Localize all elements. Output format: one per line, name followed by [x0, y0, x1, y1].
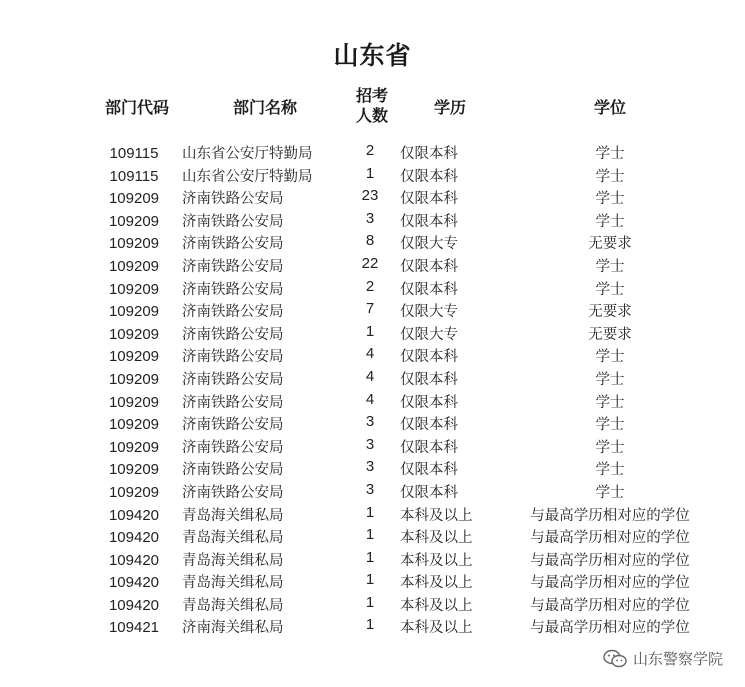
cell-code: 109115	[109, 167, 159, 185]
cell-education: 仅限本科	[400, 439, 458, 456]
cell-count: 22	[361, 254, 379, 272]
cell-code: 109209	[108, 257, 160, 275]
cell-count: 8	[365, 232, 375, 250]
cell-degree: 与最高学历相对应的学位	[530, 575, 690, 592]
watermark	[603, 648, 723, 669]
cell-name: 济南铁路公安局	[182, 417, 284, 434]
cell-name: 济南铁路公安局	[182, 462, 284, 479]
column-header-name: 部门名称	[232, 98, 297, 117]
page-title: 山东省	[333, 41, 412, 70]
column-header-count-line2: 人数	[355, 106, 388, 125]
cell-name: 青岛海关缉私局	[182, 597, 284, 614]
cell-degree: 学士	[595, 213, 625, 230]
cell-count: 3	[365, 413, 375, 431]
cell-name: 青岛海关缉私局	[182, 507, 284, 524]
cell-degree: 学士	[595, 168, 625, 185]
cell-code: 109209	[108, 416, 160, 434]
cell-count: 2	[365, 142, 375, 159]
watermark-text: 山东警察学院	[632, 650, 723, 668]
cell-code: 109209	[108, 235, 160, 253]
cell-code: 109420	[108, 529, 160, 547]
cell-count: 1	[365, 548, 375, 566]
cell-degree: 与最高学历相对应的学位	[530, 620, 690, 637]
cell-education: 本科及以上	[400, 507, 473, 524]
cell-name: 山东省公安厅特勤局	[182, 168, 313, 185]
cell-count: 4	[365, 345, 375, 363]
column-header-code: 部门代码	[104, 98, 169, 117]
column-header-count-line1: 招考	[355, 86, 388, 105]
cell-degree: 学士	[595, 462, 625, 479]
cell-name: 济南铁路公安局	[182, 484, 284, 501]
cell-count: 1	[365, 503, 375, 521]
table-row	[0, 617, 745, 640]
cell-degree: 学士	[595, 417, 625, 434]
column-header-count	[348, 86, 396, 126]
cell-count: 1	[365, 571, 375, 589]
cell-code: 109209	[108, 483, 160, 501]
cell-code: 109421	[108, 619, 160, 637]
column-header-degree: 学位	[593, 98, 626, 117]
cell-name: 济南铁路公安局	[182, 349, 284, 366]
cell-code: 109209	[108, 212, 160, 230]
cell-name: 济南铁路公安局	[182, 281, 284, 298]
cell-name: 济南铁路公安局	[182, 394, 284, 411]
cell-count: 7	[365, 300, 375, 318]
cell-code: 109209	[108, 461, 160, 479]
table-body	[0, 143, 745, 640]
cell-degree: 无要求	[588, 304, 632, 321]
cell-education: 仅限本科	[400, 349, 458, 366]
cell-degree: 学士	[595, 258, 625, 275]
cell-name: 济南铁路公安局	[182, 236, 284, 253]
cell-count: 3	[365, 480, 375, 498]
cell-name: 济南铁路公安局	[182, 439, 284, 456]
cell-count: 1	[365, 322, 375, 340]
cell-name: 济南铁路公安局	[182, 326, 284, 343]
cell-education: 仅限本科	[400, 417, 458, 434]
cell-code: 109209	[108, 370, 160, 388]
cell-name: 济南铁路公安局	[182, 304, 284, 321]
cell-code: 109209	[108, 393, 160, 411]
cell-education: 仅限本科	[400, 168, 458, 185]
cell-name: 山东省公安厅特勤局	[182, 146, 313, 162]
cell-count: 1	[365, 616, 375, 634]
cell-education: 本科及以上	[400, 575, 473, 592]
cell-count: 3	[365, 435, 375, 453]
cell-code: 109209	[108, 303, 160, 321]
cell-code: 109420	[108, 574, 160, 592]
cell-count: 23	[361, 187, 379, 205]
cell-name: 济南铁路公安局	[182, 258, 284, 275]
cell-degree: 学士	[595, 146, 625, 162]
cell-degree: 与最高学历相对应的学位	[530, 552, 690, 569]
cell-name: 济南铁路公安局	[182, 191, 284, 208]
cell-degree: 学士	[595, 439, 625, 456]
cell-education: 仅限本科	[400, 281, 458, 298]
cell-education: 仅限本科	[400, 258, 458, 275]
cell-count: 1	[365, 593, 375, 611]
cell-degree: 与最高学历相对应的学位	[530, 597, 690, 614]
cell-education: 仅限大专	[400, 236, 458, 253]
cell-count: 2	[365, 277, 375, 295]
cell-education: 仅限本科	[400, 394, 458, 411]
cell-code: 109209	[108, 438, 160, 456]
cell-code: 109209	[108, 190, 160, 208]
cell-count: 4	[365, 367, 375, 385]
cell-degree: 学士	[595, 371, 625, 388]
cell-code: 109115	[109, 145, 159, 162]
cell-count: 1	[365, 526, 375, 544]
cell-code: 109420	[108, 551, 160, 569]
cell-education: 仅限本科	[400, 146, 458, 162]
cell-education: 仅限大专	[400, 326, 458, 343]
cell-education: 本科及以上	[400, 552, 473, 569]
cell-education: 仅限大专	[400, 304, 458, 321]
cell-education: 仅限本科	[400, 371, 458, 388]
column-header-education: 学历	[433, 98, 466, 117]
cell-code: 109209	[108, 325, 160, 343]
cell-count: 1	[365, 164, 375, 182]
cell-degree: 学士	[595, 191, 625, 208]
cell-count: 4	[365, 390, 375, 408]
wechat-icon	[603, 649, 627, 669]
cell-name: 青岛海关缉私局	[182, 575, 284, 592]
cell-name: 青岛海关缉私局	[182, 552, 284, 569]
cell-degree: 无要求	[588, 326, 632, 343]
cell-degree: 学士	[595, 484, 625, 501]
cell-education: 本科及以上	[400, 597, 473, 614]
cell-education: 本科及以上	[400, 530, 473, 547]
cell-degree: 学士	[595, 394, 625, 411]
cell-degree: 学士	[595, 349, 625, 366]
cell-education: 仅限本科	[400, 213, 458, 230]
cell-code: 109209	[108, 280, 160, 298]
cell-count: 3	[365, 209, 375, 227]
cell-count: 3	[365, 458, 375, 476]
cell-degree: 与最高学历相对应的学位	[530, 530, 690, 547]
cell-education: 本科及以上	[400, 620, 473, 637]
cell-name: 济南铁路公安局	[182, 213, 284, 230]
cell-code: 109420	[108, 596, 160, 614]
cell-code: 109209	[108, 348, 160, 366]
cell-education: 仅限本科	[400, 191, 458, 208]
cell-name: 济南海关缉私局	[182, 620, 284, 637]
cell-education: 仅限本科	[400, 484, 458, 501]
cell-degree: 学士	[595, 281, 625, 298]
cell-name: 青岛海关缉私局	[182, 530, 284, 547]
cell-code: 109420	[108, 506, 160, 524]
cell-education: 仅限本科	[400, 462, 458, 479]
cell-degree: 无要求	[588, 236, 632, 253]
cell-name: 济南铁路公安局	[182, 371, 284, 388]
cell-degree: 与最高学历相对应的学位	[530, 507, 690, 524]
